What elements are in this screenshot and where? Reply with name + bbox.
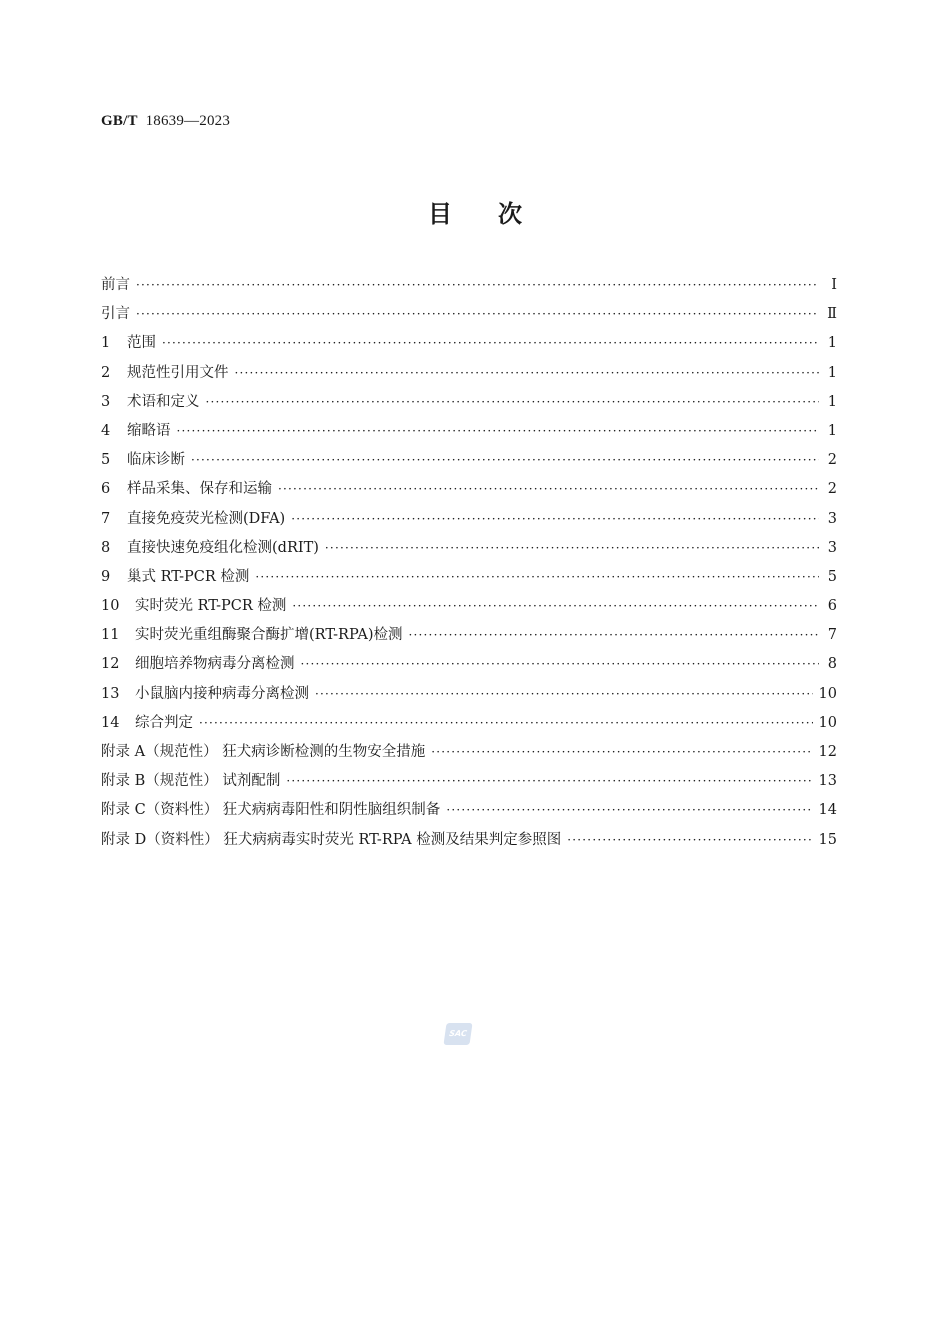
- toc-entry[interactable]: [101, 650, 837, 679]
- toc-dot-leader: [431, 738, 812, 767]
- toc-entry-page: 13: [818, 773, 837, 790]
- toc-entry-title: 前言: [101, 277, 130, 293]
- toc-entry-title: 规范性引用文件: [127, 364, 229, 381]
- toc-dot-leader: [278, 475, 819, 504]
- page-title: 目次: [428, 199, 568, 228]
- standard-prefix: GB/T: [101, 113, 138, 129]
- toc-entry[interactable]: [101, 475, 837, 504]
- toc-dot-leader: [286, 767, 812, 796]
- toc-dot-leader: [177, 417, 820, 446]
- toc-entry-page: 12: [818, 744, 837, 760]
- toc-entry-number: 5: [101, 452, 111, 469]
- toc-entry-page: 15: [818, 831, 837, 848]
- toc-entry[interactable]: [101, 796, 837, 825]
- toc-entry[interactable]: [101, 738, 837, 767]
- toc-entry[interactable]: [101, 563, 837, 592]
- toc-entry-page: 1: [827, 393, 837, 410]
- toc-entry-title: 细胞培养物病毒分离检测: [135, 656, 295, 673]
- toc-entry[interactable]: [101, 329, 837, 358]
- toc-entry-page: 1: [827, 335, 837, 352]
- standard-code: [101, 113, 230, 130]
- toc-entry-number: 10: [101, 598, 120, 615]
- toc-entry-page: 1: [827, 422, 837, 439]
- toc-entry-page: 1: [827, 364, 837, 381]
- toc-entry-title: 附录 B（规范性） 试剂配制: [101, 773, 281, 790]
- toc-entry[interactable]: [101, 417, 837, 446]
- toc-entry[interactable]: [101, 826, 837, 855]
- toc-dot-leader: [206, 388, 820, 417]
- toc-entry-title: 附录 C（资料性） 狂犬病病毒阳性和阴性脑组织制备: [101, 802, 441, 819]
- toc-entry-title: 缩略语: [127, 422, 171, 439]
- toc-entry[interactable]: [101, 300, 837, 329]
- toc-dot-leader: [136, 300, 819, 329]
- toc-entry-title: 综合判定: [135, 714, 193, 731]
- toc-entry-title: 小鼠脑内接种病毒分离检测: [135, 685, 309, 702]
- toc-entry-title: 直接快速免疫组化检测(dRIT): [127, 539, 319, 556]
- toc-entry-title: 临床诊断: [127, 452, 185, 469]
- toc-entry-number: 7: [101, 510, 111, 527]
- toc-entry[interactable]: [101, 680, 837, 709]
- toc-entry-title: 术语和定义: [127, 393, 200, 410]
- toc-dot-leader: [291, 505, 819, 534]
- toc-dot-leader: [136, 271, 819, 300]
- toc-entry-page: 14: [818, 802, 837, 819]
- toc-entry-title: 附录 A（规范性） 狂犬病诊断检测的生物安全措施: [101, 744, 426, 760]
- toc-entry[interactable]: [101, 388, 837, 417]
- toc-entry[interactable]: [101, 592, 837, 621]
- toc-entry[interactable]: [101, 767, 837, 796]
- toc-dot-leader: [292, 592, 819, 621]
- toc-entry[interactable]: [101, 621, 837, 650]
- toc-entry-page: 8: [827, 656, 837, 673]
- toc-entry-title: 样品采集、保存和运输: [127, 481, 272, 498]
- toc-dot-leader: [235, 359, 820, 388]
- toc-entry[interactable]: [101, 534, 837, 563]
- toc-entry-page: Ⅱ: [827, 306, 837, 323]
- toc-entry-title: 直接免疫荧光检测(DFA): [127, 510, 286, 527]
- toc-entry-title: 范围: [127, 335, 156, 352]
- toc-entry-number: 12: [101, 656, 120, 673]
- toc-entry-title: 巢式 RT-PCR 检测: [127, 568, 250, 585]
- toc-entry-page: 6: [827, 598, 837, 615]
- toc-entry[interactable]: [101, 359, 837, 388]
- toc-dot-leader: [325, 534, 819, 563]
- toc-entry-number: 14: [101, 714, 120, 731]
- toc-entry-page: 3: [827, 510, 837, 527]
- toc-entry[interactable]: [101, 709, 837, 738]
- toc-entry-number: 3: [101, 393, 111, 410]
- toc-entry-number: 4: [101, 422, 111, 439]
- sac-logo-watermark: SAC: [443, 1023, 472, 1045]
- standard-number: 18639—2023: [145, 113, 231, 129]
- toc-entry-page: Ⅰ: [831, 277, 837, 293]
- toc-dot-leader: [162, 329, 819, 358]
- toc-dot-leader: [446, 796, 812, 825]
- toc-entry-page: 7: [827, 627, 837, 644]
- toc-entry-page: 3: [827, 539, 837, 556]
- toc-entry-title: 实时荧光重组酶聚合酶扩增(RT-RPA)检测: [135, 627, 403, 644]
- toc-entry-title: 附录 D（资料性） 狂犬病病毒实时荧光 RT-RPA 检测及结果判定参照图: [101, 831, 562, 848]
- toc-entry-number: 6: [101, 481, 111, 498]
- toc-entry[interactable]: [101, 505, 837, 534]
- toc-entry-number: 11: [101, 627, 120, 644]
- toc-entry-title: 引言: [101, 306, 130, 323]
- toc-entry-page: 2: [827, 452, 837, 469]
- toc-entry-title: 实时荧光 RT-PCR 检测: [135, 598, 287, 615]
- toc-dot-leader: [301, 650, 820, 679]
- toc-entry-page: 2: [827, 481, 837, 498]
- toc-dot-leader: [191, 446, 819, 475]
- toc-entry-page: 10: [818, 714, 837, 731]
- toc-entry-number: 2: [101, 364, 111, 381]
- toc-entry-number: 8: [101, 539, 111, 556]
- toc-dot-leader: [199, 709, 813, 738]
- toc-entry-page: 10: [818, 685, 837, 702]
- toc-entry-number: 9: [101, 568, 111, 585]
- toc-entry-page: 5: [827, 568, 837, 585]
- toc-entry[interactable]: [101, 271, 837, 300]
- toc-dot-leader: [315, 680, 813, 709]
- toc-entry-number: 13: [101, 685, 120, 702]
- toc-dot-leader: [409, 621, 820, 650]
- toc-dot-leader: [255, 563, 819, 592]
- toc-entry-number: 1: [101, 335, 111, 352]
- toc-entry[interactable]: [101, 446, 837, 475]
- table-of-contents: [101, 271, 837, 855]
- toc-dot-leader: [567, 826, 812, 855]
